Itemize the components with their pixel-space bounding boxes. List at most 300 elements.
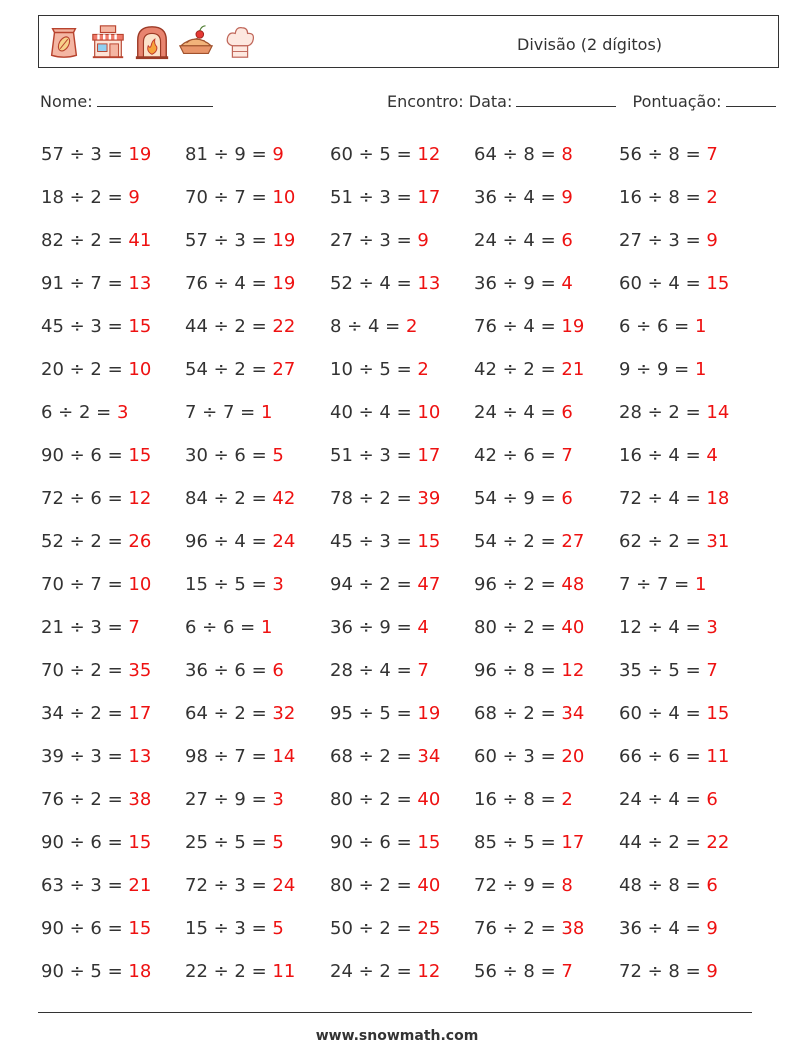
problem-item: [185, 224, 295, 267]
problem-question: 76 ÷ 2 =: [474, 918, 562, 939]
problem-item: [330, 224, 429, 267]
problem-answer: 25: [417, 918, 441, 939]
problem-item: [474, 525, 584, 568]
problem-question: 42 ÷ 6 =: [474, 445, 562, 466]
chef-hat-icon: [221, 23, 259, 61]
problem-item: [474, 912, 584, 955]
problem-answer: 3: [272, 789, 284, 810]
problem-answer: 19: [561, 316, 585, 337]
problem-answer: 15: [706, 273, 730, 294]
problem-question: 72 ÷ 8 =: [619, 961, 707, 982]
problem-item: [619, 955, 718, 998]
problem-question: 24 ÷ 4 =: [474, 402, 562, 423]
problem-question: 15 ÷ 5 =: [185, 574, 273, 595]
problem-question: 27 ÷ 3 =: [330, 230, 418, 251]
problem-answer: 2: [706, 187, 718, 208]
problem-item: [330, 611, 429, 654]
problem-answer: 17: [417, 187, 441, 208]
problem-question: 40 ÷ 4 =: [330, 402, 418, 423]
problem-answer: 35: [128, 660, 152, 681]
problem-answer: 11: [272, 961, 296, 982]
problem-answer: 12: [128, 488, 152, 509]
problem-question: 30 ÷ 6 =: [185, 445, 273, 466]
problem-answer: 9: [706, 230, 718, 251]
problem-item: [330, 869, 440, 912]
problem-item: [41, 826, 151, 869]
problem-item: [474, 783, 573, 826]
problem-answer: 6: [272, 660, 284, 681]
problem-question: 57 ÷ 3 =: [185, 230, 273, 251]
problem-item: [41, 568, 151, 611]
problem-answer: 48: [561, 574, 585, 595]
problem-answer: 31: [706, 531, 730, 552]
problem-item: [619, 783, 718, 826]
problem-answer: 1: [694, 359, 707, 380]
problem-item: [619, 740, 729, 783]
name-blank-line[interactable]: [97, 93, 213, 107]
problem-question: 80 ÷ 2 =: [330, 789, 418, 810]
problem-answer: 2: [561, 789, 573, 810]
problem-item: [330, 568, 440, 611]
problem-question: 60 ÷ 3 =: [474, 746, 562, 767]
problem-answer: 9: [706, 961, 718, 982]
problem-item: [185, 740, 295, 783]
problem-answer: 32: [272, 703, 296, 724]
problem-item: [185, 869, 295, 912]
problem-item: [41, 138, 151, 181]
problem-question: 36 ÷ 9 =: [474, 273, 562, 294]
problem-question: 12 ÷ 4 =: [619, 617, 707, 638]
problem-question: 36 ÷ 6 =: [185, 660, 273, 681]
problem-answer: 40: [417, 789, 441, 810]
problem-item: [41, 654, 151, 697]
problem-answer: 7: [128, 617, 140, 638]
problem-item: [41, 869, 151, 912]
problem-question: 16 ÷ 8 =: [474, 789, 562, 810]
problem-row: [41, 740, 761, 783]
problem-question: 60 ÷ 5 =: [330, 144, 418, 165]
problem-item: [185, 525, 295, 568]
problem-item: [41, 310, 151, 353]
problem-answer: 15: [128, 918, 152, 939]
problem-row: [41, 396, 761, 439]
problem-answer: 7: [706, 660, 718, 681]
problem-answer: 22: [272, 316, 296, 337]
problem-row: [41, 525, 761, 568]
problem-answer: 20: [561, 746, 585, 767]
problem-question: 70 ÷ 2 =: [41, 660, 129, 681]
problem-answer: 6: [706, 875, 718, 896]
problem-answer: 6: [561, 230, 573, 251]
problem-item: [330, 826, 440, 869]
problem-answer: 10: [128, 574, 152, 595]
problem-answer: 10: [417, 402, 441, 423]
problem-answer: 17: [561, 832, 585, 853]
problem-question: 76 ÷ 2 =: [41, 789, 129, 810]
problem-question: 76 ÷ 4 =: [474, 316, 562, 337]
problem-answer: 6: [561, 402, 573, 423]
problem-question: 18 ÷ 2 =: [41, 187, 129, 208]
problem-question: 10 ÷ 5 =: [330, 359, 418, 380]
problem-item: [619, 869, 718, 912]
problem-item: [619, 224, 718, 267]
problem-question: 85 ÷ 5 =: [474, 832, 562, 853]
problem-answer: 10: [272, 187, 296, 208]
problem-question: 70 ÷ 7 =: [185, 187, 273, 208]
problem-answer: 27: [561, 531, 585, 552]
header-icons: [45, 22, 259, 62]
problem-row: [41, 224, 761, 267]
problem-item: [619, 138, 718, 181]
problem-row: [41, 568, 761, 611]
problem-item: [619, 697, 729, 740]
problem-item: [474, 826, 584, 869]
problem-item: [41, 224, 151, 267]
problem-question: 72 ÷ 6 =: [41, 488, 129, 509]
problem-grid: [41, 138, 761, 998]
problem-question: 76 ÷ 4 =: [185, 273, 273, 294]
problem-answer: 1: [694, 316, 707, 337]
problem-row: [41, 611, 761, 654]
problem-answer: 12: [561, 660, 585, 681]
problem-item: [41, 525, 151, 568]
problem-answer: 17: [128, 703, 152, 724]
problem-answer: 21: [128, 875, 152, 896]
problem-item: [41, 783, 151, 826]
problem-question: 7 ÷ 7 =: [185, 402, 261, 423]
problem-item: [619, 353, 706, 396]
problem-question: 96 ÷ 2 =: [474, 574, 562, 595]
problem-item: [185, 310, 295, 353]
problem-question: 48 ÷ 8 =: [619, 875, 707, 896]
problem-item: [41, 955, 151, 998]
problem-item: [619, 267, 729, 310]
problem-question: 51 ÷ 3 =: [330, 445, 418, 466]
problem-question: 90 ÷ 5 =: [41, 961, 129, 982]
problem-item: [619, 611, 718, 654]
problem-question: 72 ÷ 3 =: [185, 875, 273, 896]
problem-item: [619, 439, 718, 482]
problem-answer: 7: [561, 961, 573, 982]
problem-question: 64 ÷ 8 =: [474, 144, 562, 165]
problem-answer: 5: [272, 445, 284, 466]
problem-answer: 13: [128, 273, 152, 294]
problem-item: [619, 826, 729, 869]
problem-row: [41, 439, 761, 482]
problem-answer: 1: [260, 402, 273, 423]
date-blank-line[interactable]: [516, 93, 616, 107]
problem-item: [185, 439, 284, 482]
problem-question: 52 ÷ 4 =: [330, 273, 418, 294]
problem-question: 9 ÷ 9 =: [619, 359, 695, 380]
problem-question: 60 ÷ 4 =: [619, 273, 707, 294]
problem-answer: 9: [128, 187, 140, 208]
problem-item: [330, 525, 440, 568]
problem-item: [185, 396, 272, 439]
problem-question: 15 ÷ 3 =: [185, 918, 273, 939]
problem-question: 90 ÷ 6 =: [41, 918, 129, 939]
problem-question: 54 ÷ 9 =: [474, 488, 562, 509]
problem-item: [185, 654, 284, 697]
problem-answer: 10: [128, 359, 152, 380]
name-label: Nome:: [40, 92, 93, 111]
problem-item: [41, 353, 151, 396]
problem-question: 82 ÷ 2 =: [41, 230, 129, 251]
problem-answer: 7: [561, 445, 573, 466]
problem-question: 81 ÷ 9 =: [185, 144, 273, 165]
problem-answer: 5: [272, 918, 284, 939]
score-blank-line[interactable]: [726, 93, 776, 107]
problem-row: [41, 138, 761, 181]
problem-question: 94 ÷ 2 =: [330, 574, 418, 595]
problem-item: [474, 611, 584, 654]
problem-question: 54 ÷ 2 =: [185, 359, 273, 380]
problem-item: [330, 482, 440, 525]
problem-question: 16 ÷ 4 =: [619, 445, 707, 466]
problem-answer: 15: [128, 316, 152, 337]
problem-question: 96 ÷ 4 =: [185, 531, 273, 552]
meeting-date-score-fields: [387, 92, 776, 111]
problem-question: 68 ÷ 2 =: [330, 746, 418, 767]
problem-item: [185, 611, 272, 654]
problem-question: 63 ÷ 3 =: [41, 875, 129, 896]
problem-answer: 19: [272, 230, 296, 251]
problem-answer: 2: [405, 316, 418, 337]
problem-answer: 7: [706, 144, 718, 165]
problem-row: [41, 482, 761, 525]
problem-answer: 22: [706, 832, 730, 853]
problem-answer: 8: [561, 875, 573, 896]
problem-answer: 19: [417, 703, 441, 724]
problem-item: [330, 181, 440, 224]
problem-answer: 12: [417, 144, 441, 165]
problem-item: [330, 267, 440, 310]
problem-question: 62 ÷ 2 =: [619, 531, 707, 552]
problem-answer: 3: [706, 617, 718, 638]
problem-item: [185, 912, 284, 955]
problem-question: 36 ÷ 9 =: [330, 617, 418, 638]
problem-item: [474, 482, 573, 525]
problem-answer: 17: [417, 445, 441, 466]
problem-answer: 6: [706, 789, 718, 810]
problem-item: [330, 353, 429, 396]
problem-item: [330, 138, 440, 181]
problem-question: 8 ÷ 4 =: [330, 316, 406, 337]
problem-item: [619, 181, 718, 224]
problem-item: [474, 439, 573, 482]
problem-question: 80 ÷ 2 =: [474, 617, 562, 638]
problem-item: [185, 568, 284, 611]
problem-question: 28 ÷ 2 =: [619, 402, 707, 423]
problem-item: [41, 912, 151, 955]
problem-question: 52 ÷ 2 =: [41, 531, 129, 552]
problem-question: 45 ÷ 3 =: [330, 531, 418, 552]
problem-answer: 34: [417, 746, 441, 767]
problem-question: 60 ÷ 4 =: [619, 703, 707, 724]
problem-row: [41, 267, 761, 310]
bakery-shop-icon: [89, 23, 127, 61]
problem-question: 50 ÷ 2 =: [330, 918, 418, 939]
problem-answer: 9: [561, 187, 573, 208]
problem-answer: 18: [128, 961, 152, 982]
problem-question: 72 ÷ 4 =: [619, 488, 707, 509]
date-label: Data:: [468, 92, 513, 111]
problem-answer: 15: [706, 703, 730, 724]
flour-sack-icon: [45, 23, 83, 61]
problem-item: [185, 826, 284, 869]
problem-answer: 4: [417, 617, 429, 638]
problem-answer: 13: [417, 273, 441, 294]
problem-item: [474, 353, 584, 396]
problem-answer: 40: [417, 875, 441, 896]
cherry-pie-icon: [177, 23, 215, 61]
name-field: [40, 92, 213, 111]
problem-item: [474, 267, 573, 310]
problem-answer: 11: [706, 746, 730, 767]
problem-item: [330, 912, 440, 955]
problem-answer: 1: [694, 574, 707, 595]
problem-question: 66 ÷ 6 =: [619, 746, 707, 767]
problem-answer: 34: [561, 703, 585, 724]
problem-answer: 26: [128, 531, 152, 552]
problem-question: 84 ÷ 2 =: [185, 488, 273, 509]
problem-question: 24 ÷ 4 =: [474, 230, 562, 251]
problem-item: [619, 525, 729, 568]
problem-answer: 38: [561, 918, 585, 939]
problem-answer: 9: [706, 918, 718, 939]
problem-item: [330, 654, 429, 697]
problem-question: 24 ÷ 4 =: [619, 789, 707, 810]
problem-answer: 9: [417, 230, 429, 251]
problem-answer: 15: [128, 832, 152, 853]
problem-question: 78 ÷ 2 =: [330, 488, 418, 509]
problem-question: 91 ÷ 7 =: [41, 273, 129, 294]
problem-question: 72 ÷ 9 =: [474, 875, 562, 896]
problem-item: [474, 181, 573, 224]
problem-question: 54 ÷ 2 =: [474, 531, 562, 552]
problem-item: [619, 310, 706, 353]
problem-item: [330, 439, 440, 482]
problem-question: 36 ÷ 4 =: [474, 187, 562, 208]
problem-answer: 24: [272, 531, 296, 552]
header-box: [38, 15, 779, 68]
problem-answer: 14: [706, 402, 730, 423]
problem-item: [41, 697, 151, 740]
problem-item: [185, 783, 284, 826]
problem-question: 90 ÷ 6 =: [330, 832, 418, 853]
problem-question: 42 ÷ 2 =: [474, 359, 562, 380]
problem-answer: 6: [561, 488, 573, 509]
problem-row: [41, 826, 761, 869]
problem-answer: 4: [706, 445, 718, 466]
problem-question: 90 ÷ 6 =: [41, 445, 129, 466]
problem-row: [41, 654, 761, 697]
problem-item: [330, 396, 440, 439]
problem-question: 51 ÷ 3 =: [330, 187, 418, 208]
problem-answer: 3: [116, 402, 129, 423]
problem-item: [330, 697, 440, 740]
problem-item: [474, 654, 584, 697]
problem-row: [41, 353, 761, 396]
footer-url: www.snowmath.com: [315, 1028, 479, 1044]
problem-question: 68 ÷ 2 =: [474, 703, 562, 724]
problem-answer: 14: [272, 746, 296, 767]
problem-answer: 40: [561, 617, 585, 638]
problem-item: [474, 740, 584, 783]
problem-item: [619, 568, 706, 611]
score-label: Pontuação:: [632, 92, 722, 111]
problem-answer: 7: [417, 660, 429, 681]
problem-question: 44 ÷ 2 =: [619, 832, 707, 853]
problem-question: 27 ÷ 3 =: [619, 230, 707, 251]
problem-row: [41, 310, 761, 353]
problem-question: 64 ÷ 2 =: [185, 703, 273, 724]
worksheet-title: Divisão (2 dígitos): [517, 35, 663, 54]
problem-item: [41, 439, 151, 482]
problem-item: [474, 396, 573, 439]
problem-item: [185, 353, 295, 396]
problem-question: 70 ÷ 7 =: [41, 574, 129, 595]
problem-answer: 1: [260, 617, 273, 638]
problem-question: 28 ÷ 4 =: [330, 660, 418, 681]
problem-answer: 47: [417, 574, 441, 595]
problem-answer: 15: [417, 531, 441, 552]
problem-question: 56 ÷ 8 =: [619, 144, 707, 165]
problem-item: [619, 482, 729, 525]
problem-answer: 42: [272, 488, 296, 509]
problem-question: 44 ÷ 2 =: [185, 316, 273, 337]
problem-question: 22 ÷ 2 =: [185, 961, 273, 982]
problem-answer: 27: [272, 359, 296, 380]
problem-question: 20 ÷ 2 =: [41, 359, 129, 380]
footer-divider: [38, 1012, 752, 1013]
problem-item: [330, 783, 440, 826]
problem-answer: 9: [272, 144, 284, 165]
problem-item: [330, 740, 440, 783]
problem-item: [619, 654, 718, 697]
problem-item: [474, 568, 584, 611]
problem-answer: 3: [272, 574, 284, 595]
problem-question: 57 ÷ 3 =: [41, 144, 129, 165]
problem-item: [41, 611, 140, 654]
problem-question: 6 ÷ 6 =: [185, 617, 261, 638]
problem-question: 6 ÷ 2 =: [41, 402, 117, 423]
problem-row: [41, 181, 761, 224]
problem-question: 98 ÷ 7 =: [185, 746, 273, 767]
problem-answer: 12: [417, 961, 441, 982]
problem-answer: 19: [272, 273, 296, 294]
problem-item: [185, 138, 284, 181]
problem-item: [185, 267, 295, 310]
problem-item: [41, 396, 128, 439]
problem-item: [474, 869, 573, 912]
problem-question: 27 ÷ 9 =: [185, 789, 273, 810]
problem-question: 6 ÷ 6 =: [619, 316, 695, 337]
problem-question: 36 ÷ 4 =: [619, 918, 707, 939]
problem-question: 95 ÷ 5 =: [330, 703, 418, 724]
problem-row: [41, 869, 761, 912]
problem-answer: 2: [417, 359, 429, 380]
problem-item: [185, 955, 295, 998]
problem-answer: 15: [128, 445, 152, 466]
problem-item: [474, 697, 584, 740]
problem-row: [41, 955, 761, 998]
problem-item: [330, 955, 440, 998]
problem-answer: 13: [128, 746, 152, 767]
problem-answer: 24: [272, 875, 296, 896]
problem-question: 90 ÷ 6 =: [41, 832, 129, 853]
problem-row: [41, 783, 761, 826]
